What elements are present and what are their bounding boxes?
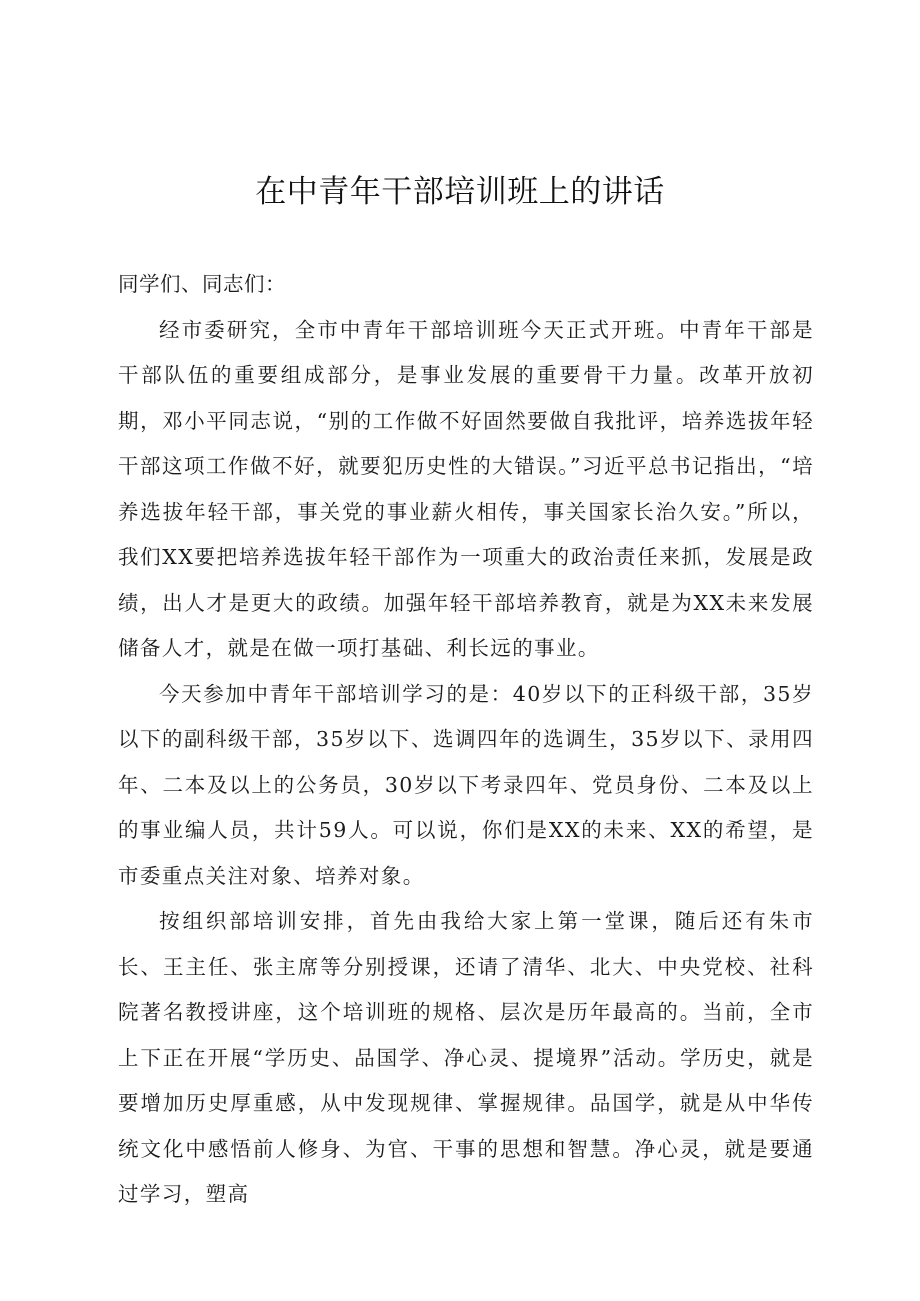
greeting-line: 同学们、同志们： (118, 272, 286, 296)
document-body (118, 262, 814, 1218)
paragraph: 经市委研究，全市中青年干部培训班今天正式开班。中青年干部是干部队伍的重要组成部分，是事业发展的重要骨干力量。改革开放初期，邓小平同志说，“别的工作做不好固然要做自我批评，培养选拔年轻干部这项工作做不好，就要犯历史性的大错误。”习近平总书记指出，“培养选拔年轻干部，事关党的事业薪火相传，事关国家长治久安。”所以，我们XX要把培养选拔年轻干部作为一项重大的政治责任来抓，发展是政绩，出人才是更大的政绩。加强年轻干部培养教育，就是为XX未来发展储备人才，就是在做一项打基础、利长远的事业。 (118, 317, 814, 660)
document-title: 在中青年干部培训班上的讲话 (255, 174, 665, 210)
paragraph: 按组织部培训安排，首先由我给大家上第一堂课，随后还有朱市长、王主任、张主席等分别授课，还请了清华、北大、中央党校、社科院著名教授讲座，这个培训班的规格、层次是历年最高的。当前，全市上下正在开展“学历史、品国学、净心灵、提境界”活动。学历史，就是要增加历史厚重感，从中发现规律、掌握规律。品国学，就是从中华传统文化中感悟前人修身、为官、干事的思想和智慧。净心灵，就是要通过学习，塑高 (118, 909, 814, 1206)
paragraph: 今天参加中青年干部培训学习的是：40岁以下的正科级干部，35岁以下的副科级干部，35岁以下、选调四年的选调生，35岁以下、录用四年、二本及以上的公务员，30岁以下考录四年、党员身份、二本及以上的事业编人员，共计59人。可以说，你们是XX的未来、XX的希望，是市委重点关注对象、培养对象。 (118, 681, 814, 888)
